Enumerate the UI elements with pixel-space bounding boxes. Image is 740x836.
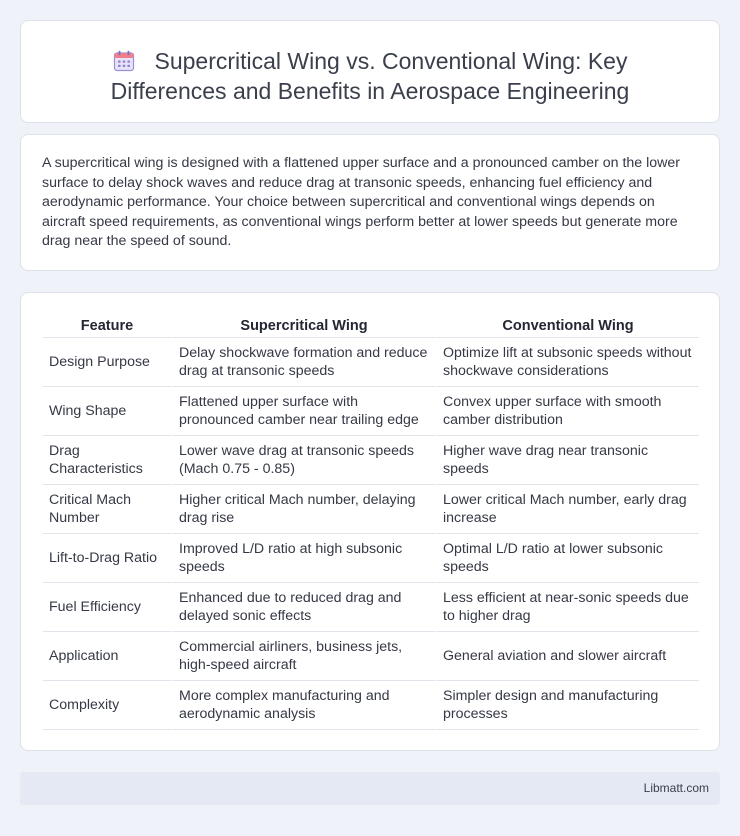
- conventional-cell: Convex upper surface with smooth camber distribution: [435, 387, 699, 436]
- title-card: [20, 20, 720, 123]
- table-row: [43, 632, 699, 681]
- feature-cell: Fuel Efficiency: [43, 583, 171, 632]
- table-row: [43, 681, 699, 730]
- conventional-cell: Optimize lift at subsonic speeds without shockwave considerations: [435, 338, 699, 387]
- supercritical-cell: Enhanced due to reduced drag and delayed sonic effects: [171, 583, 435, 632]
- intro-paragraph: A supercritical wing is designed with a flattened upper surface and a pronounced camber on the lower surface to delay shock waves and reduce drag at transonic speeds, enhancing fuel efficiency and aerodynamic performance. Your choice between supercritical and conventional wings depends on aircraft speed requirements, as conventional wings perform better at lower speeds but generate more drag near the speed of sound.: [42, 155, 681, 250]
- feature-cell: Drag Characteristics: [43, 436, 171, 485]
- calendar-icon: [113, 50, 135, 72]
- supercritical-cell: More complex manufacturing and aerodynamic analysis: [171, 681, 435, 730]
- table-row: [43, 338, 699, 387]
- feature-cell: Application: [43, 632, 171, 681]
- feature-cell: Design Purpose: [43, 338, 171, 387]
- supercritical-cell: Flattened upper surface with pronounced camber near trailing edge: [171, 387, 435, 436]
- supercritical-cell: Higher critical Mach number, delaying drag rise: [171, 485, 435, 534]
- header-supercritical: Supercritical Wing: [171, 315, 435, 338]
- feature-cell: Complexity: [43, 681, 171, 730]
- feature-cell: Lift-to-Drag Ratio: [43, 534, 171, 583]
- supercritical-cell: Commercial airliners, business jets, high-speed aircraft: [171, 632, 435, 681]
- table-row: [43, 387, 699, 436]
- supercritical-cell: Improved L/D ratio at high subsonic speeds: [171, 534, 435, 583]
- feature-cell: Wing Shape: [43, 387, 171, 436]
- conventional-cell: Simpler design and manufacturing processes: [435, 681, 699, 730]
- table-header-row: [43, 315, 699, 338]
- footer-bar: [20, 772, 720, 805]
- conventional-cell: General aviation and slower aircraft: [435, 632, 699, 681]
- table-row: [43, 485, 699, 534]
- feature-cell: Critical Mach Number: [43, 485, 171, 534]
- supercritical-cell: Delay shockwave formation and reduce drag at transonic speeds: [171, 338, 435, 387]
- conventional-cell: Lower critical Mach number, early drag increase: [435, 485, 699, 534]
- header-feature: Feature: [43, 315, 171, 338]
- page-title-text: Supercritical Wing vs. Conventional Wing: Key Differences and Benefits in Aerospace Engineering: [110, 48, 630, 104]
- intro-card: [20, 134, 720, 271]
- table-row: [43, 436, 699, 485]
- footer-site-link[interactable]: Libmatt.com: [643, 781, 709, 795]
- supercritical-cell: Lower wave drag at transonic speeds (Mach 0.75 - 0.85): [171, 436, 435, 485]
- table-row: [43, 583, 699, 632]
- comparison-card: [20, 292, 720, 751]
- table-row: [43, 534, 699, 583]
- conventional-cell: Optimal L/D ratio at lower subsonic speeds: [435, 534, 699, 583]
- page-title: [21, 21, 719, 106]
- comparison-table: [43, 315, 699, 730]
- conventional-cell: Less efficient at near-sonic speeds due to higher drag: [435, 583, 699, 632]
- conventional-cell: Higher wave drag near transonic speeds: [435, 436, 699, 485]
- header-conventional: Conventional Wing: [435, 315, 699, 338]
